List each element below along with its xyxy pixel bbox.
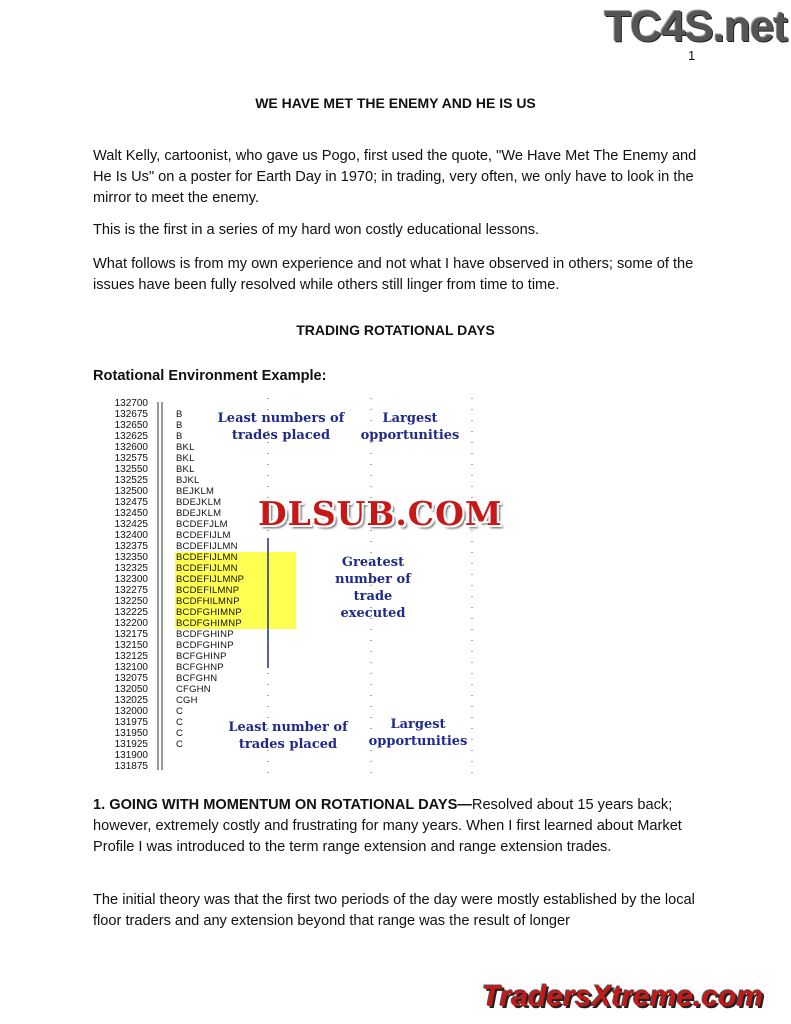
section-1-text: Resolved about 15 years back; however, extremely costly and frustrating for many years. When I first learned about Market Profile I was introduced to the term range extension and range extension trades. [93, 797, 682, 855]
tpo-row: BJKL [176, 475, 200, 486]
tpo-row: BCDFGHINP [176, 629, 234, 640]
annotation-bottom-right: Largest opportunities [368, 717, 468, 749]
tpo-row: BCFGHN [176, 673, 218, 684]
tpo-row: BKL [176, 453, 195, 464]
tpo-row: BKL [176, 464, 195, 475]
section-1-paragraph [93, 795, 703, 858]
tpo-row: BKL [176, 442, 195, 453]
price-level: 132650 [114, 420, 148, 431]
intro-paragraph-1: Walt Kelly, cartoonist, who gave us Pogo, first used the quote, "We Have Met The Enemy and He Is Us" on a poster for Earth Day in 1970; in trading, very often, we only have to look in the mirror to meet the enemy. [93, 148, 697, 206]
price-level: 132600 [114, 442, 148, 453]
tpo-row: BEJKLM [176, 486, 215, 497]
tpo-row: BCDEFIJLMN [176, 541, 238, 552]
intro-paragraph-3: What follows is from my own experience and not what I have observed in others; some of the issues have been fully resolved while others still linger from time to time. [93, 256, 694, 293]
tpo-row: BCFGHINP [176, 651, 227, 662]
price-level: 132325 [114, 563, 148, 574]
price-level: 132525 [114, 475, 148, 486]
section-title: TRADING ROTATIONAL DAYS [296, 322, 495, 338]
price-level: 132475 [114, 497, 148, 508]
tpo-row: C [176, 739, 184, 750]
tpo-row: BCDEFIJLMNP [176, 574, 245, 585]
annotation-bottom-left: Least number of trades placed [228, 720, 348, 752]
tpo-row [176, 398, 316, 409]
tpo-row: B [176, 420, 183, 431]
tpo-row: BCDEFIJLM [176, 530, 231, 541]
tpo-row: B [176, 409, 183, 420]
price-level: 131975 [114, 717, 148, 728]
tpo-row: C [176, 728, 184, 739]
tpo-row: BCFGHNP [176, 662, 224, 673]
tradersxtreme-logo: TradersXtreme.com [482, 980, 764, 1013]
tpo-row: C [176, 717, 184, 728]
price-level: 132025 [114, 695, 148, 706]
tpo-row: CGH [176, 695, 198, 706]
price-level: 132575 [114, 453, 148, 464]
dlsub-watermark: DLSUB.COM [258, 494, 503, 533]
price-level: 132350 [114, 552, 148, 563]
price-level: 132000 [114, 706, 148, 717]
tpo-row: CFGHN [176, 684, 211, 695]
subsection-title: Rotational Environment Example: [93, 368, 327, 384]
tpo-row: C [176, 706, 184, 717]
annotation-middle: Greatest number of trade executed [335, 555, 411, 621]
price-level: 132200 [114, 618, 148, 629]
price-level: 132125 [114, 651, 148, 662]
price-level: 132550 [114, 464, 148, 475]
annotation-top-right: Largest opportunities [360, 411, 460, 443]
tpo-row: BCDFGHIMNP [176, 618, 242, 629]
tpo-row [176, 761, 316, 772]
closing-paragraph: The initial theory was that the first two periods of the day were mostly established by the local floor traders and any extension beyond that range was the result of longer [93, 892, 695, 929]
price-level: 131900 [114, 750, 148, 761]
price-level: 132375 [114, 541, 148, 552]
tpo-row: BDEJKLM [176, 508, 222, 519]
price-level: 132675 [114, 409, 148, 420]
price-level: 131925 [114, 739, 148, 750]
tpo-row: BDEJKLM [176, 497, 222, 508]
price-level: 132400 [114, 530, 148, 541]
price-level: 132625 [114, 431, 148, 442]
price-level: 132050 [114, 684, 148, 695]
price-level: 132175 [114, 629, 148, 640]
price-level: 132300 [114, 574, 148, 585]
section-1-heading: 1. GOING WITH MOMENTUM ON ROTATIONAL DAYS— [93, 797, 472, 813]
document-title: WE HAVE MET THE ENEMY AND HE IS US [255, 95, 536, 111]
price-level: 132275 [114, 585, 148, 596]
price-level: 131875 [114, 761, 148, 772]
tpo-row: BCDFHILMNP [176, 596, 240, 607]
price-level: 132225 [114, 607, 148, 618]
price-level: 132075 [114, 673, 148, 684]
price-level: 132250 [114, 596, 148, 607]
price-level: 132100 [114, 662, 148, 673]
tpo-column [176, 398, 316, 772]
tpo-row: BCDEFIJLMN [176, 563, 238, 574]
price-level: 132425 [114, 519, 148, 530]
price-level: 131950 [114, 728, 148, 739]
page-number: 1 [688, 48, 696, 63]
price-level: 132700 [114, 398, 148, 409]
tc4s-logo: TC4S.net [604, 2, 787, 51]
annotation-top-left: Least numbers of trades placed [217, 411, 345, 443]
tpo-row: BCDFGHINP [176, 640, 234, 651]
tpo-row: BCDEFIJLMN [176, 552, 238, 563]
price-level: 132150 [114, 640, 148, 651]
tpo-row: BCDEFJLM [176, 519, 228, 530]
price-level: 132500 [114, 486, 148, 497]
tpo-row: BCDEFILMNP [176, 585, 240, 596]
market-profile-chart [96, 398, 486, 776]
tpo-row: B [176, 431, 183, 442]
price-level: 132450 [114, 508, 148, 519]
tpo-row: BCDFGHIMNP [176, 607, 242, 618]
intro-paragraph-2: This is the first in a series of my hard won costly educational lessons. [93, 222, 540, 238]
